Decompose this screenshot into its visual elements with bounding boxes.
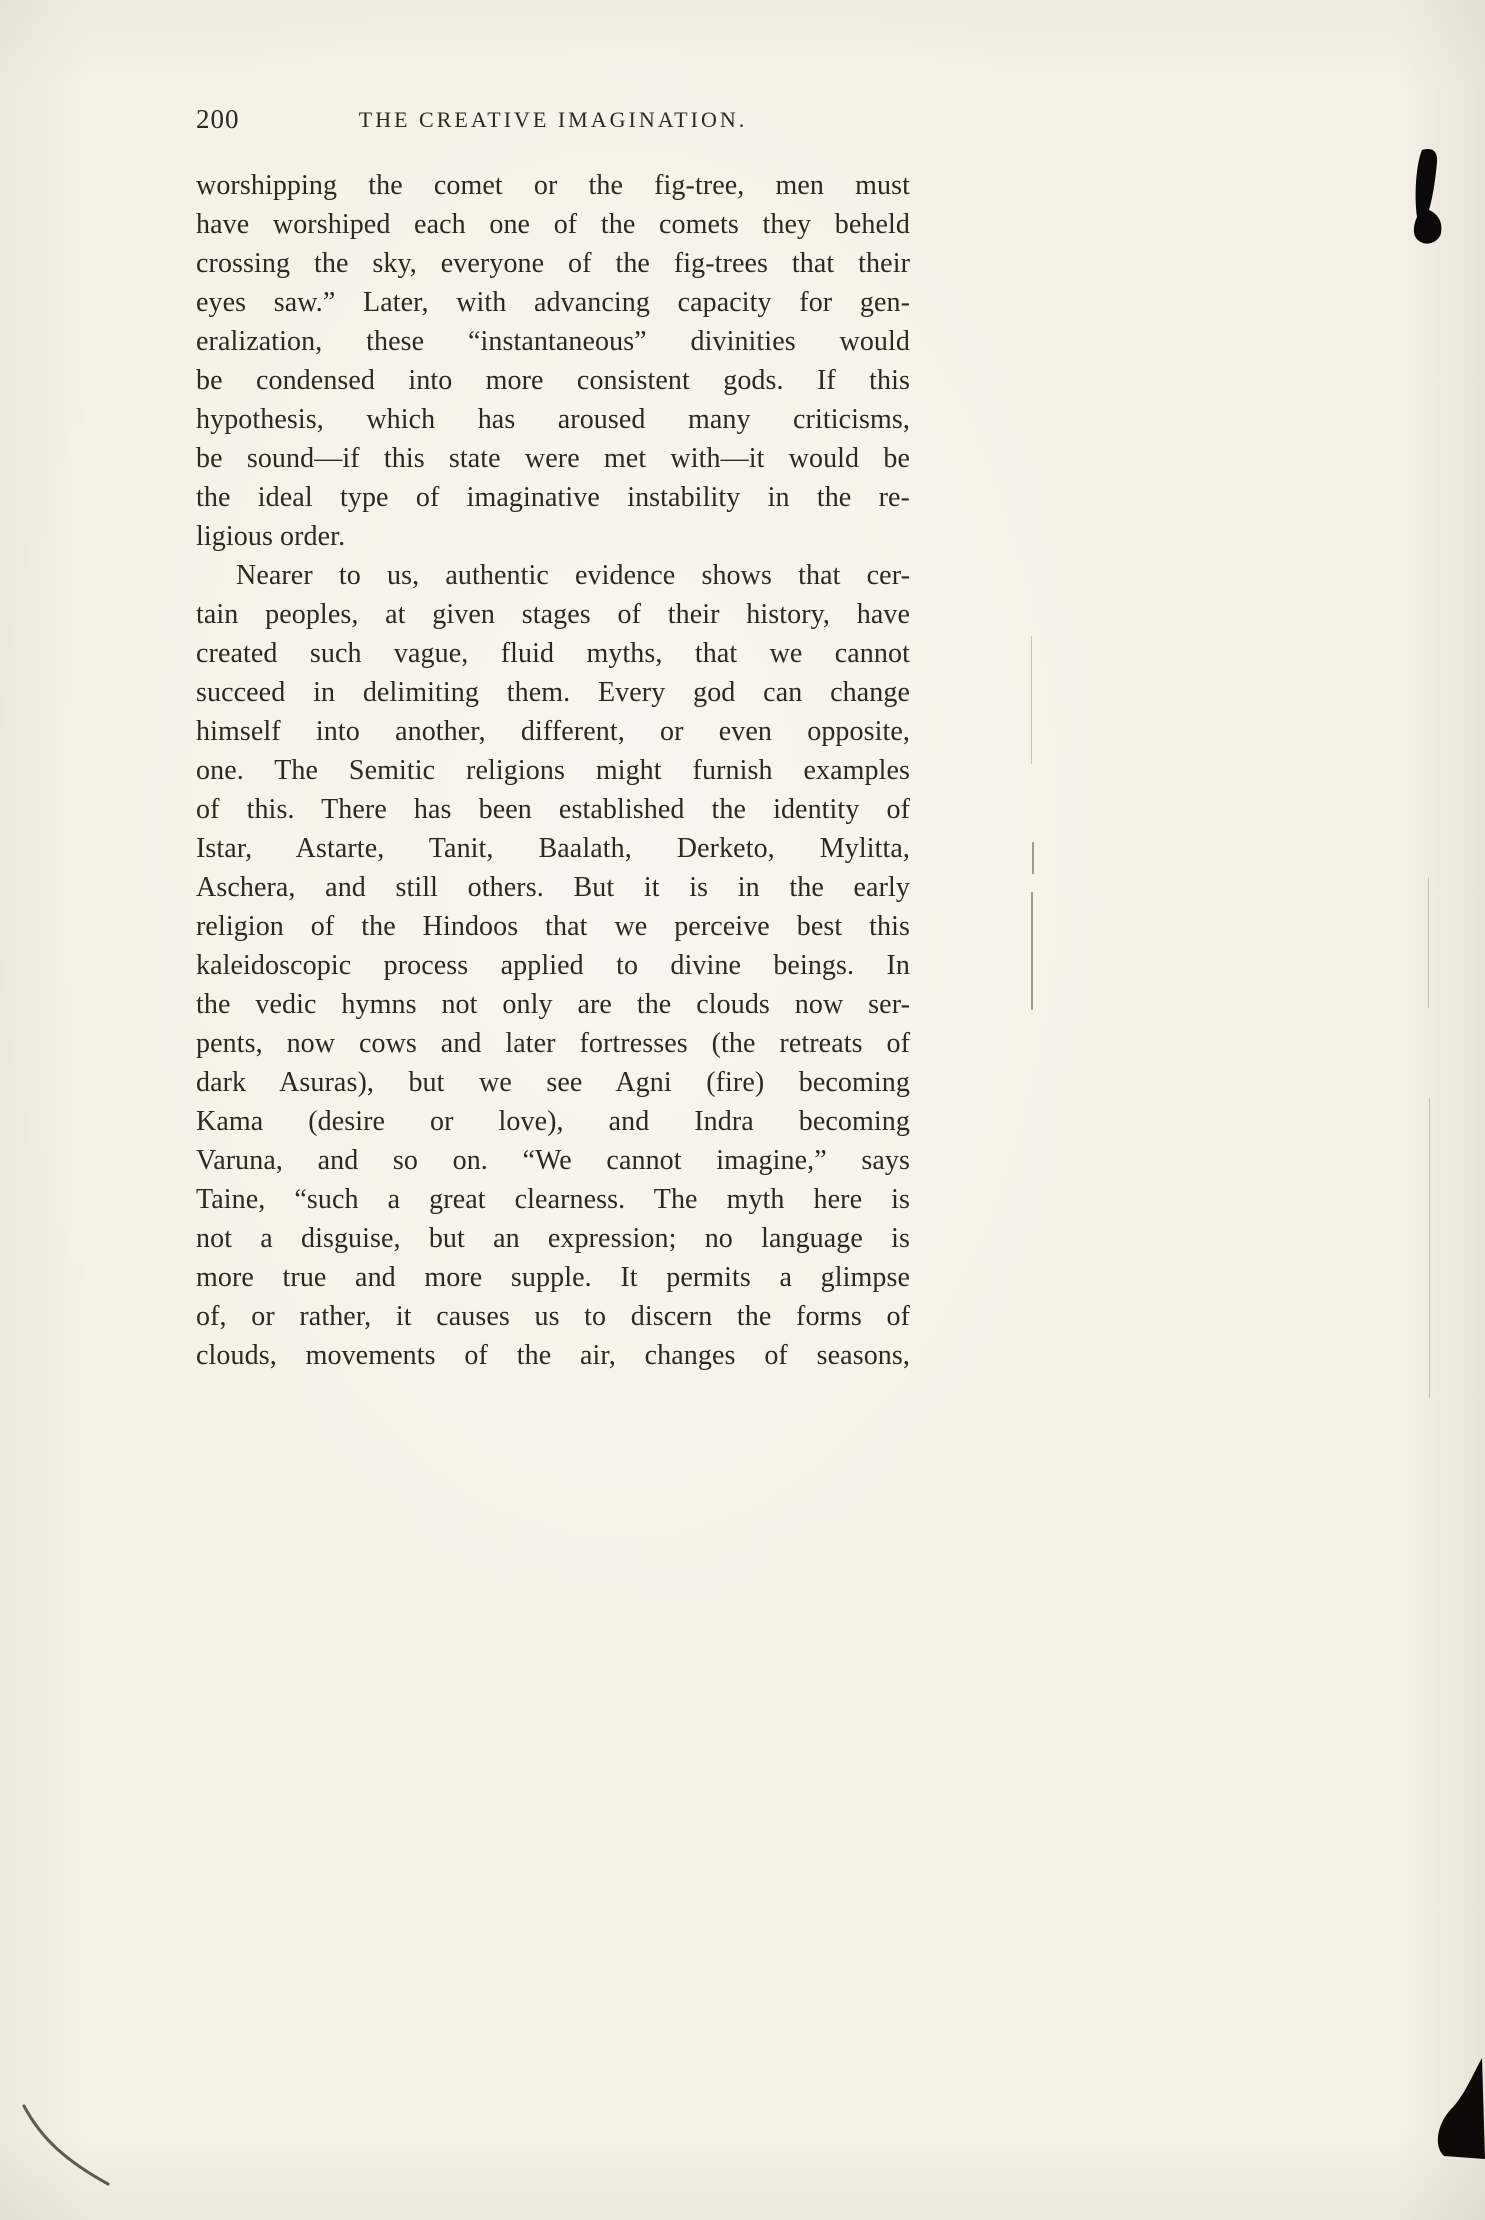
text-line: Aschera, and still others. But it is in the early: [196, 872, 910, 903]
text-line: not a disguise, but an expression; no language is: [196, 1223, 910, 1254]
page-header: [196, 102, 910, 136]
text-line: the vedic hymns not only are the clouds now ser-: [196, 989, 910, 1020]
text-line: more true and more supple. It permits a glimpse: [196, 1262, 910, 1293]
scan-line-artifact: [1031, 636, 1032, 764]
ink-blot-bottom-right: [1424, 2056, 1485, 2161]
text-line: crossing the sky, everyone of the fig-trees that their: [196, 248, 910, 279]
text-line: the ideal type of imaginative instability in the re-: [196, 482, 910, 513]
scan-line-artifact: [1429, 1098, 1430, 1398]
text-line: pents, now cows and later fortresses (the retreats of: [196, 1028, 910, 1059]
text-line: dark Asuras), but we see Agni (fire) becoming: [196, 1067, 910, 1098]
running-head: THE CREATIVE IMAGINATION.: [358, 107, 748, 132]
text-line: eyes saw.” Later, with advancing capacity for gen-: [196, 287, 910, 318]
page-number: 200: [196, 104, 240, 134]
text-line: Nearer to us, authentic evidence shows that cer-: [236, 560, 910, 591]
text-line: be condensed into more consistent gods. If this: [196, 365, 910, 396]
text-line: himself into another, different, or even opposite,: [196, 716, 910, 747]
scan-line-artifact: [1031, 892, 1033, 1010]
text-line: Kama (desire or love), and Indra becoming: [196, 1106, 910, 1137]
text-line: tain peoples, at given stages of their history, have: [196, 599, 910, 630]
pen-stroke-bottom-left: [16, 2100, 116, 2195]
text-line: have worshiped each one of the comets they beheld: [196, 209, 910, 240]
text-line: religion of the Hindoos that we perceive best this: [196, 911, 910, 942]
text-line: hypothesis, which has aroused many criticisms,: [196, 404, 910, 435]
text-line: one. The Semitic religions might furnish examples: [196, 755, 910, 786]
text-line: ligious order.: [196, 521, 346, 552]
text-line: Taine, “such a great clearness. The myth here is: [196, 1184, 910, 1215]
text-line: Varuna, and so on. “We cannot imagine,” says: [196, 1145, 910, 1176]
scan-line-artifact: [1032, 842, 1034, 874]
text-line: eralization, these “instantaneous” divinities would: [196, 326, 910, 357]
text-line: clouds, movements of the air, changes of seasons,: [196, 1340, 910, 1371]
text-line: kaleidoscopic process applied to divine beings. In: [196, 950, 910, 981]
scan-line-artifact: [1428, 878, 1429, 1008]
text-line: created such vague, fluid myths, that we cannot: [196, 638, 910, 669]
text-line: of, or rather, it causes us to discern the forms of: [196, 1301, 910, 1332]
text-line: of this. There has been established the identity of: [196, 794, 910, 825]
ink-blot-top-right: [1400, 146, 1458, 248]
text-line: Istar, Astarte, Tanit, Baalath, Derketo, Mylitta,: [196, 833, 910, 864]
text-line: be sound—if this state were met with—it would be: [196, 443, 910, 474]
text-line: worshipping the comet or the fig-tree, men must: [196, 170, 910, 201]
text-line: succeed in delimiting them. Every god can change: [196, 677, 910, 708]
body-text: [196, 166, 910, 1375]
